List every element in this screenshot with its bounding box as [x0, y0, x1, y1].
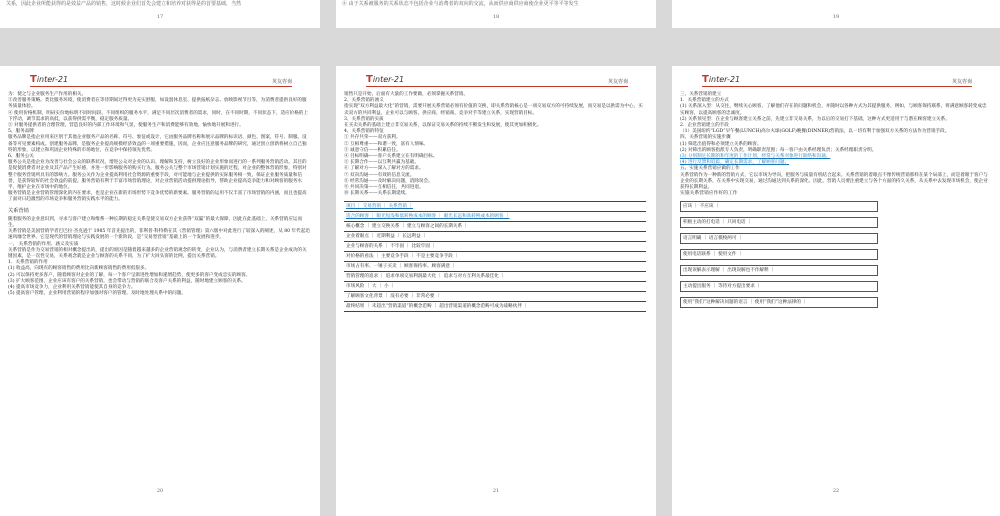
- page-header: [366, 74, 628, 87]
- list-item: ⑧ 经常沟通——及时解决问题，消除误会。: [344, 178, 433, 184]
- page-body: [8, 92, 310, 298]
- paragraph: 关系营销是美国营销学者巴巴拉·杰克逊于 1985 年首先提出的，菲利普·科特勒在其《营销管理》第六版中对此进行了较深入的阐述，从 80 年代起迅速风靡全世界。它是现代的营销理论与实践发展的一个新阶段，是“交易型营销”基础上的一个发展和进步。: [8, 229, 310, 241]
- page-21: [336, 66, 656, 516]
- paragraph: 6、服务公关: [8, 154, 34, 160]
- hyperlink[interactable]: (4) 进行反馈和追踪，确定长期需求，了解顾客问题。: [680, 160, 790, 166]
- table-row: 营销管理的追求 ｜ 追求单项交易利润最大化 ｜ 追求与对方互利关系最佳化 ｜: [344, 272, 646, 282]
- page-18-tail: [336, 0, 656, 28]
- paragraph: 2．企业营销建立的手段: [680, 123, 729, 129]
- paragraph: (1) 筛选出值得和必须建立关系的顾客。: [680, 141, 762, 147]
- table-row: 了解顾客文化背景 ｜ 没有必要 ｜ 非常必要 ｜: [344, 292, 646, 302]
- table-row: 市场占有率、一锤子买卖 ｜ 顾客保持率、顾客满意 ｜: [344, 262, 646, 272]
- paragraph: ⑤ 对服务提供者的合理管理，营造良好的内部工作环境和气氛，使服务生产和消费能够有效地、愉快地开展和进行。: [8, 123, 244, 129]
- paragraph: (2) 对筛出的顾客指派专人负责，明确职责范围；每一客户由关系经理负责；关系经理职责分明。: [680, 147, 877, 153]
- paragraph: (1) 关系深入型：从交往、继续关心顾客，了解他们存在的问题和机会，并随时以各种方式为其提供服务，例如，与顾客保持联系，将满意顾客转变成忠实顾客，以提高顾客的忠诚度。: [680, 104, 987, 116]
- table-row: 市场风险 ｜ 大 ｜ 小 ｜: [344, 282, 646, 292]
- list-item: ① 共存共荣——双方获利。: [344, 135, 401, 141]
- page-header: [702, 74, 972, 87]
- paragraph: 五、实施关系营销应做的工作: [680, 166, 740, 172]
- paragraph: 1．关系营销建立的方式: [680, 98, 729, 104]
- logo: Tinter-21: [702, 74, 741, 85]
- page-17-tail: [0, 0, 320, 28]
- table-row: 积极主动的打电话 ｜ 只回电话 ｜: [680, 217, 878, 228]
- list-item: ③ 诚意守信——积累信任。: [344, 147, 401, 153]
- list-item: ⑤ 长期合作——以互利共赢为基础。: [344, 160, 419, 166]
- table-row: 出现误解表示理解 ｜ 出现误解也不作解释 ｜: [680, 265, 878, 276]
- list-item: ② 互相尊重——和谐一致，富有人情味。: [344, 141, 429, 147]
- paragraph: ③改善服务策略。类比服务环境，使消费者在等待期间过得更为充实舒服，如设置休息室、提供报纸杂志、放映影视节目等，为消费者提供良好的服务质量体验。: [8, 98, 307, 110]
- table-row: 企业着眼点 ｜ 近期利益 ｜ 长远利益 ｜: [344, 232, 646, 242]
- page-20: [0, 66, 320, 516]
- list-item: ⑦ 双向沟通——有效的信息交流。: [344, 172, 415, 178]
- header-company: 英友咨询: [951, 79, 972, 85]
- paragraph: (2) 关系预见型：在企业与顾客建立关系之前，先建立非交易关系，为以后的交易打下基础，这种方式更适用于与潜在顾客建立关系。: [680, 116, 950, 122]
- page-header: [30, 74, 292, 87]
- page-text: 关系，因此企业所能获得的是效益产品的销售，这时候企业们首先会建立和培养对获得是的首要基础，当然: [6, 1, 242, 7]
- paragraph: 三、关系营销的建立: [680, 92, 722, 97]
- page-number: 20: [156, 488, 164, 494]
- page-number: 21: [492, 488, 500, 494]
- paragraph: 关系营销是作为交易营销的相对概念提出的，提出的原因是随着越来越多的企业营销观念的转变，企业认为，与消费者建立长期关系是企业成功的关键因素，是一次性交易，关系观念就是企业与顾客的关系不同，为了扩大回头客的比例，提出关系营销。: [8, 247, 307, 260]
- paragraph: （1）美国纽约“LGD”早午餐(LUNCH)高尔夫球(GOLF)晚餐(DINNER)营销法，以一切有利于加强双方关系的方法作为营销手段。: [680, 129, 950, 135]
- paragraph: (5) 提高客户管理，企业利用营销的程序加强对客户的管理，及时地处理关系中的问题。: [8, 291, 186, 297]
- page-text: ④ 由于关系被服务的关系状态不包括企业与消费者的双向的交流，从而供应商供应商使企业更平等平等发生: [342, 1, 579, 7]
- table-row: 应该 ｜ 不应该 ｜: [680, 201, 878, 212]
- paragraph: (1) 收益高，向现有的顾客销售的费用比向新顾客销售的费用低很多。: [8, 266, 150, 272]
- paragraph: 2、关系营销的涵义: [344, 98, 384, 104]
- list-item: ⑥ 了解对方——深入了解对方的需求。: [344, 166, 424, 172]
- table-title: 实施关系营销应作好的工作: [680, 191, 738, 197]
- paragraph: 5、服务品牌: [8, 129, 34, 135]
- header-company: 英友咨询: [271, 79, 292, 85]
- paragraph: 服务品牌是指企业用来区别于其他企业服务产品的名称、符号、象征或设计，它由服务品牌名称和展示品牌的标识语、颜色、图案、符号、制服、设备等可见要素构成。创建服务品牌，是服务企业提高规模经济效益的一项重要措施，因而，企业应注意服务品牌的研究，通过创立创新将树立自己独特的形象，以建立和巩固企业特殊的市场地位，在竞争中保持领先优势。: [8, 135, 307, 153]
- paragraph: 指实现“双方利益最大化”的营销，需要开展关系营销必须有价值的交换，即关系营销核心是一项交易双方的可持续发展，而交易是以供需为中心，买卖双方的共同利益，企业可以与顾客、供应商、经销商、竞争对手等建立关系，实现营销目标。: [344, 104, 643, 116]
- comparison-table: [344, 201, 646, 312]
- paragraph: 1．关系营销的作用: [8, 260, 48, 266]
- table-row: 对价格的看法 ｜ 主要竞争手段 ｜ 不是主要竞争手段 ｜: [344, 252, 646, 262]
- paragraph: (4) 提高市场竞争力，企业利用关系营销能使其自身的竞争力。: [8, 285, 136, 291]
- table-row: 最终结果 ｜ 未超出“营销渠道”的概念范畴 ｜ 超出营销渠道的概念范畴可成为战略伙伴 ｜: [344, 302, 646, 312]
- table-row: 核心概念 ｜ 建立交换关系 ｜ 建立与顾客之间的长期关系 ｜: [344, 222, 646, 232]
- paragraph: 四、关系营销的实施步骤: [680, 135, 731, 141]
- page-body: [344, 92, 646, 312]
- paragraph: 一、 关系营销的作用、涵义及实质: [8, 241, 79, 247]
- page-number: 22: [832, 488, 840, 494]
- paragraph: 服务营销是企业营销管理深化的内在要求，也是企业在新的市场形势下竞争优势的新要素。服务营销的运用不仅丰富了市场营销的内涵，而且也提高了面对日趋激烈的市场竞争和服务营销实践水平的能力。: [8, 191, 307, 203]
- list-item: ④ 目标明确——客户关系建立在有明确目标。: [344, 154, 438, 160]
- paragraph: 随着服务的企业意识到，寻求与客户建立和维系一种长期的稳定关系是使交易双方企业获得“双赢”的最大保障，因此在此基础上，关系营销应运而生。: [8, 216, 303, 229]
- work-table: [680, 201, 990, 308]
- paragraph: 在买卖关系的基础上建立非交易关系，以保证交易关系的持续不断发生和发展，使其更加积极化。: [344, 123, 542, 129]
- page-19-tail: [672, 0, 1000, 28]
- paragraph: 服务公关是指企业为改善与社会公众的联系状况，增进公众对企业的认识、理解和支持，树立良好的企业形象而进行的一系列服务营销活动。其目的是促使消费者对企业及其产品产生好感，并进一步影响服务的购买行为。服务公关与整个市场营销计划实施的过程，对企业的整体营销形象，特别对整个服务营销所具有的影响力。服务公关作为企业提高利用社会资源的重要手段，对可能地与企业提供的实际服务相一致，保证企业服务质量和信誉，是获得较好的社会效益的前提。服务营销有利于丰富市场营销理论，对企业营销活动提供理论指导，帮助企业提高竞争能力和对顾客的服务水平，维护企业在市场中的地位。: [8, 160, 307, 191]
- table-row[interactable]: 适合的顾客 ｜ 眼光短浅和低转换成本的顾客 ｜ 眼光长远和高转换成本的顾客 ｜: [344, 212, 646, 222]
- page-number: 18: [492, 14, 500, 20]
- page-number: 19: [832, 14, 840, 20]
- list-item: ⑩ 长期关系——关系长期延续。: [344, 191, 410, 197]
- hyperlink[interactable]: (3) 分别制定长期的和年度的工作计划，经常与关系对象进行联络和沟通。: [680, 154, 831, 160]
- paragraph: 为：使之与企业服务生产作用的相关。: [8, 92, 87, 97]
- paragraph: ④ 使用价格机制，明码实价地标明不同时间段、不同组织的服务水平，满足不同层次消费者的需求，同时，在不同时期，不同状态下，适应价格的上下浮动，调节需求的高低，以获得供需平衡，稳定服务质量。: [8, 110, 309, 122]
- page-body: [680, 92, 990, 313]
- table-row: 使用电话联系 ｜ 使用文件 ｜: [680, 249, 878, 260]
- logo: Tinter-21: [366, 74, 405, 85]
- logo: Tinter-21: [30, 74, 69, 85]
- paragraph: 销售只是开始，后面有大量的工作要做，必须掌握关系营销。: [344, 92, 469, 97]
- section-title: 关系营销: [8, 207, 29, 214]
- page-number: 17: [156, 14, 164, 20]
- table-row[interactable]: 项目 ｜ 交易营销 ｜ 关系营销 ｜: [344, 202, 646, 212]
- table-row: 使用“我们”这种解决问题的语言 ｜ 使用“我们”这种法律的 ｜: [680, 297, 878, 308]
- table-row: 企业与顾客的关系 ｜ 不牢固 ｜ 比较牢固 ｜: [344, 242, 646, 252]
- paragraph: 3、关系营销的实质: [344, 116, 384, 122]
- list-item: ⑨ 共同决策——互相信任，共同进退。: [344, 185, 424, 191]
- paragraph: 关系营销作为一种新的营销方式，它以市场为导向，把服务与质量有机结合起来。关系营销的着眼点不像传统营销那样在某个局部上，而是着眼于客户与企业的长期关系，在关系中实现交易，通过沟通达到关系的深化。因此，营销人员要注重建立与各个方面的持久关系，从关系中去发现市场机会，使企业获得长期利益。: [680, 172, 988, 191]
- paragraph: (3) 扩大顾客范围，企业应该有客户的关系营销，也会带动与营销的联合及客户关系的利益，随时地建立顾客的关系。: [8, 278, 246, 284]
- paragraph: (2) 可以保持更多客户，随着顾客对企业的了解，每一个客户呈渐进性增加和递增趋势，使更多的客户变成忠实的顾客。: [8, 272, 251, 278]
- table-row: 主动提出服务 ｜ 等待对方提出要求 ｜: [680, 281, 878, 292]
- page-22: [672, 66, 1000, 516]
- header-company: 英友咨询: [607, 79, 628, 85]
- table-row: 语言明确 ｜ 语言模棱两可 ｜: [680, 233, 878, 244]
- paragraph: 4、关系营销的特征: [344, 129, 384, 135]
